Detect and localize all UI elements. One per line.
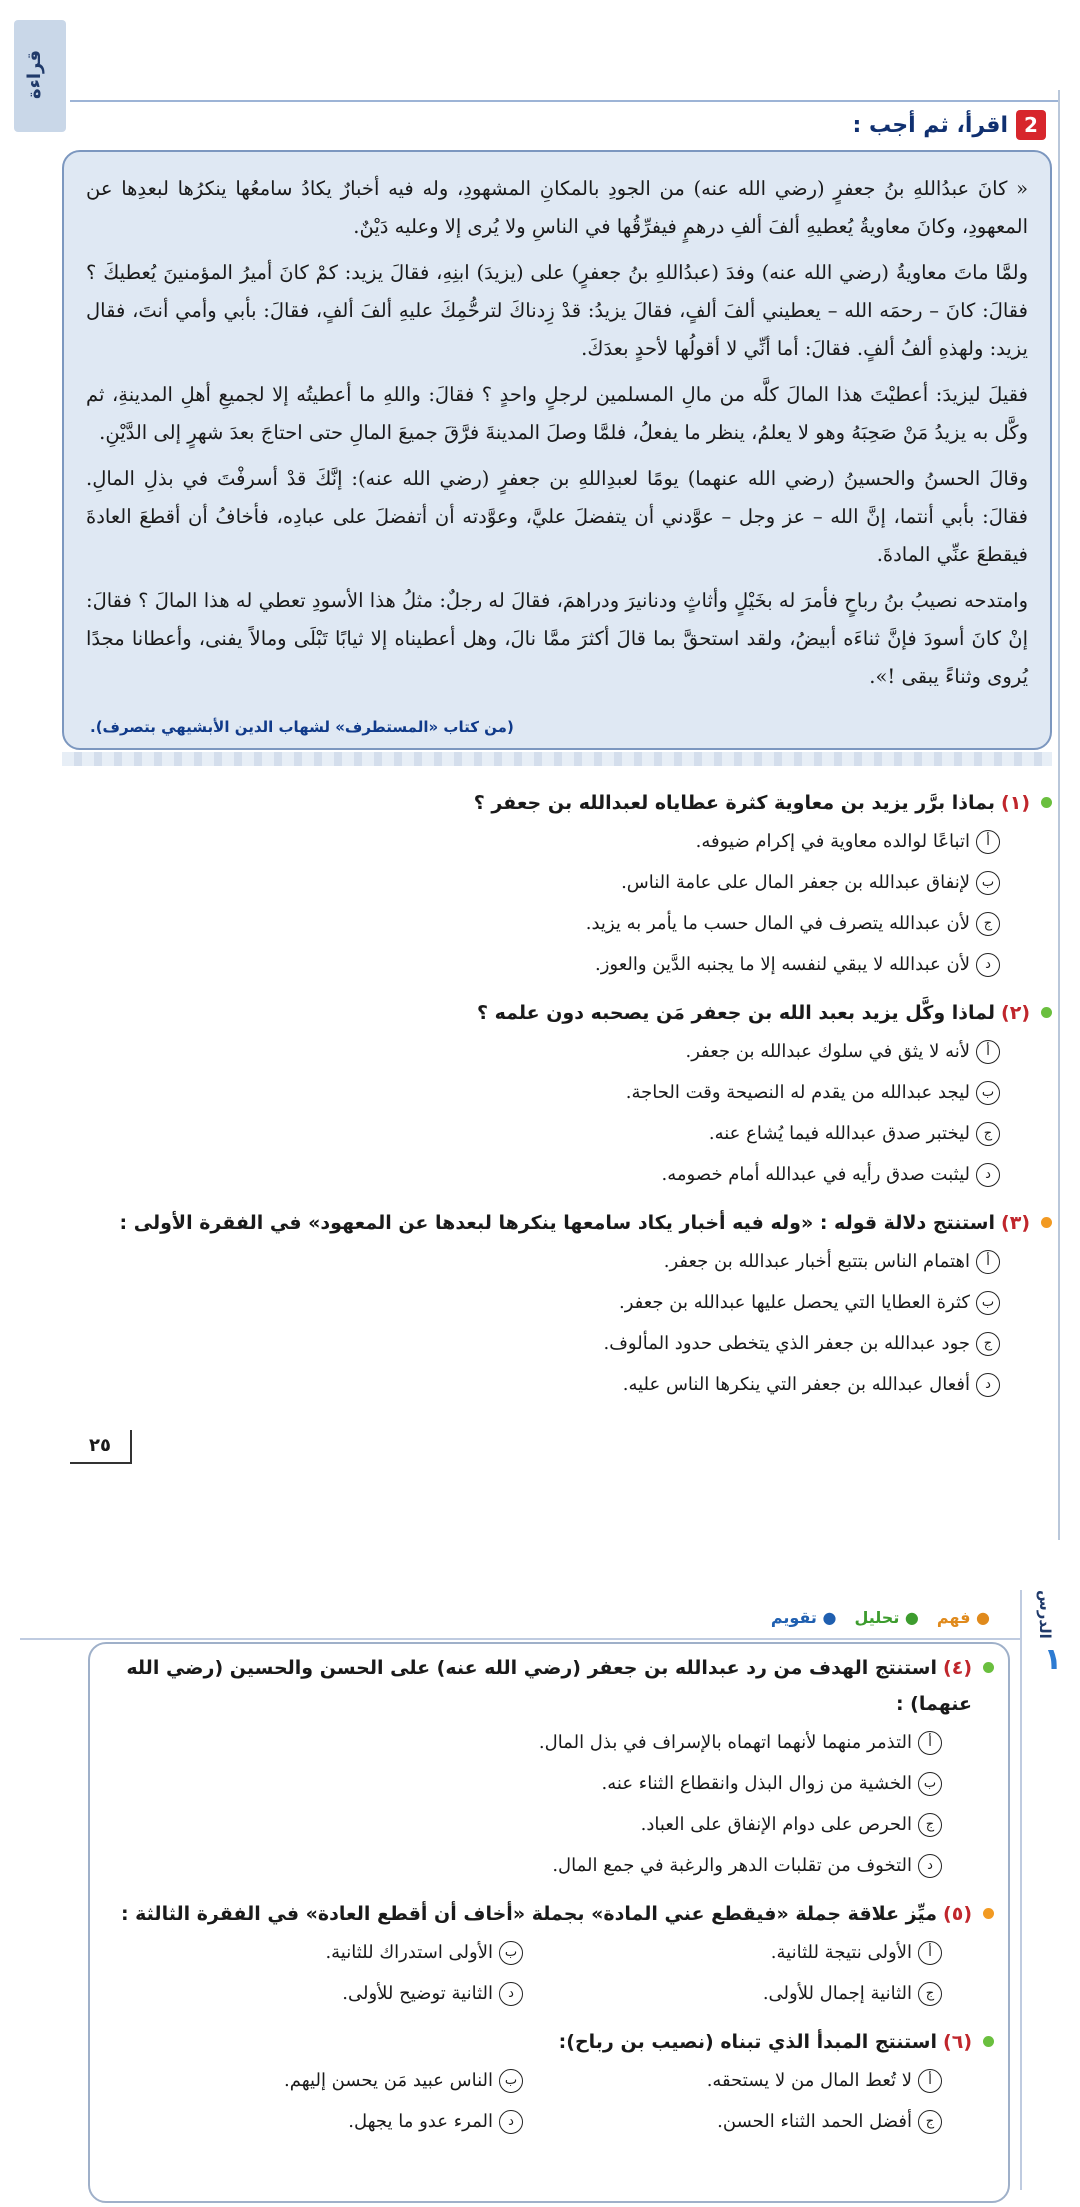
skill-analyze: ● تحليل (854, 1608, 919, 1627)
option-text: الأولى نتيجة للثانية. (770, 1942, 912, 1963)
answer-option[interactable] (104, 2101, 523, 2142)
header-divider (70, 100, 1060, 102)
question-number: (٢) (1001, 1002, 1030, 1024)
question-5 (104, 1896, 994, 2014)
question-text: استنتج الهدف من رد عبدالله بن جعفر (رضي الله عنه) على الحسن والحسين (رضي الله عنهما) : (126, 1657, 972, 1715)
questions-area (62, 785, 1052, 1415)
question-text: استنتج المبدأ الذي تبناه (نصيب بن رباح): (558, 2031, 938, 2053)
option-text: التذمر منهما لأنهما اتهماه بالإسراف في بذل المال. (538, 1732, 912, 1753)
question-1 (62, 785, 1052, 985)
lesson-label: الدرس (1036, 1590, 1054, 1639)
passage-paragraph: فقيلَ ليزيدَ: أعطيْتَ هذا المالَ كلَّه من مالِ المسلمين لرجلٍ واحدٍ ؟ فقالَ: واللهِ ما أعطيتُه إلا لجميعِ أهلِ المدينةِ، ثم وكَّل به يزيدُ مَنْ صَحِبَهُ وهو لا يعلمُ، ينظر ما يفعلُ، فلمَّا وصلَ المدينةَ فرَّقَ جميعَ المالِ حتى احتاجَ بعدَ شهرٍ إلى الدَّيْنِ. (86, 383, 1028, 444)
question-6 (104, 2024, 994, 2142)
option-letter: د (976, 953, 1000, 977)
option-letter: أ (976, 1250, 1000, 1274)
answer-option[interactable] (104, 1804, 942, 1845)
question-text: استنتج دلالة قوله : «وله فيه أخبار يكاد سامعها ينكرها لبعدها عن المعهود» في الفقرة الأولى : (119, 1212, 996, 1234)
option-letter: ج (918, 2110, 942, 2134)
question-text: ميِّز علاقة جملة «فيقطع عني المادة» بجملة «أخاف أن أقطع العادة» في الفقرة الثالثة : (120, 1903, 938, 1925)
option-text: أفعال عبدالله بن جعفر التي ينكرها الناس عليه. (622, 1374, 970, 1395)
passage-paragraph: ولمَّا ماتَ معاويةُ (رضي الله عنه) وفدَ (عبدُاللهِ بنُ جعفرٍ) على (يزيدَ) ابنِهِ، فقالَ يزيد: كمْ كانَ أميرُ المؤمنينَ يُعطيكَ ؟ فقالَ: كانَ – رحمَه الله – يعطيني ألفَ ألفٍ، فقالَ يزيدُ: قدْ زِدناكَ لترحُّمِكَ عليهِ ألفَ ألفٍ، فقالَ: بأبي وأمي أنتَ، فقال يزيد: ولهذهِ ألفُ ألفٍ. فقالَ: أما أنِّي لا أقولُها لأحدٍ بعدَكَ. (86, 261, 1028, 360)
section-title: اقرأ، ثم أجب : (852, 112, 1008, 138)
option-text: الخشية من زوال البذل وانقطاع الثناء عنه. (601, 1773, 912, 1794)
option-letter: ب (918, 1772, 942, 1796)
answer-option[interactable] (62, 1072, 1000, 1113)
option-text: المرء عدو ما يجهل. (348, 2111, 493, 2132)
question-title (62, 995, 1052, 1031)
answer-option[interactable] (62, 1364, 1000, 1405)
option-letter: ج (976, 1122, 1000, 1146)
option-text: الثانية إجمال للأولى. (762, 1983, 912, 2004)
answer-option[interactable] (62, 1113, 1000, 1154)
option-letter: ب (499, 1941, 523, 1965)
option-letter: ب (976, 1081, 1000, 1105)
subject-tab-label: قراءة (24, 50, 45, 99)
question-number: (٦) (943, 2031, 972, 2053)
option-letter: ج (918, 1982, 942, 2006)
question-title (104, 2024, 994, 2060)
option-text: لأن عبدالله لا يبقي لنفسه إلا ما يجنبه الدَّين والعوز. (595, 954, 970, 975)
option-text: لا تُعط المال من لا يستحقه. (706, 2070, 912, 2091)
passage-paragraph: وقالَ الحسنُ والحسينُ (رضي الله عنهما) يومًا لعبدِاللهِ بن جعفرٍ (رضي الله عنه): إنَّكَ قدْ أسرفْتَ في بذلِ المالِ. فقالَ: بأبي أنتما، إنَّ الله – عز وجل – عوَّدني أن يتفضلَ عليَّ، وعوَّدته أن أتفضلَ على عبادِه، فأخافُ أن أقطعَ العادةَ فيقطعَ عنِّي المادةَ. (86, 467, 1028, 566)
option-text: ليثبت صدق رأيه في عبدالله أمام خصومه. (661, 1164, 970, 1185)
page-edge (1058, 90, 1060, 1540)
answer-option[interactable] (104, 1973, 523, 2014)
question-title (62, 785, 1052, 821)
question-number: (١) (1001, 792, 1030, 814)
answer-option[interactable] (104, 2060, 523, 2101)
passage-paragraph: « كانَ عبدُاللهِ بنُ جعفرٍ (رضي الله عنه) من الجودِ بالمكانِ المشهودِ، وله فيه أخبارٌ يكادُ سامعُها ينكرُها لبعدِها عن المعهودِ، وكانَ معاويةُ يُعطيهِ ألفَ ألفِ درهمٍ فيفرِّقُها في الناسِ ولا يُرى إلا وعليه دَيْنٌ. (86, 177, 1028, 238)
option-text: الناس عبيد مَن يحسن إليهم. (284, 2070, 493, 2091)
question-title (104, 1650, 994, 1722)
page-26 (0, 1580, 1080, 2207)
answer-option[interactable] (523, 2101, 942, 2142)
passage-paragraph: وامتدحه نصيبُ بنُ رباحٍ فأمرَ له بخَيْلٍ وأثاثٍ ودنانيرَ ودراهمَ، فقالَ له رجلٌ: مثلُ هذا الأسودِ تعطي له هذا المالَ ؟ فقالَ: إنْ كانَ أسودَ فإنَّ ثناءَه أبيضُ، ولقد استحقَّ بما قالَ أكثرَ ممَّا نالَ، وهل أعطيناه إلا ثيابًا تَبْلَى ومالاً يفنى، وأعطانا مجدًا يُروى وثناءً يبقى !». (86, 589, 1028, 688)
option-letter: أ (976, 830, 1000, 854)
answer-option[interactable] (62, 1031, 1000, 1072)
option-text: جود عبدالله بن جعفر الذي يتخطى حدود المألوف. (603, 1333, 970, 1354)
option-letter: د (976, 1163, 1000, 1187)
torn-edge (62, 752, 1052, 766)
option-letter: أ (976, 1040, 1000, 1064)
option-text: لأنه لا يثق في سلوك عبدالله بن جعفر. (685, 1041, 970, 1062)
option-letter: ج (976, 1332, 1000, 1356)
question-number: (٣) (1001, 1212, 1030, 1234)
option-letter: ج (976, 912, 1000, 936)
option-text: اتباعًا لوالده معاوية في إكرام ضيوفه. (695, 831, 970, 852)
question-title (104, 1896, 994, 1932)
lesson-number: ١ (1043, 1642, 1062, 1677)
question-number: (٥) (943, 1903, 972, 1925)
answer-option[interactable] (62, 1323, 1000, 1364)
option-text: اهتمام الناس بتتبع أخبار عبدالله بن جعفر. (663, 1251, 970, 1272)
option-letter: ج (918, 1813, 942, 1837)
question-4 (104, 1650, 994, 1886)
option-letter: د (499, 1982, 523, 2006)
subject-tab (14, 20, 66, 132)
question-title (62, 1205, 1052, 1241)
skill-evaluate: ● تقويم (770, 1608, 837, 1627)
option-text: الأولى استدراك للثانية. (325, 1942, 493, 1963)
option-text: التخوف من تقلبات الدهر والرغبة في جمع المال. (552, 1855, 912, 1876)
option-letter: ب (976, 1291, 1000, 1315)
option-letter: د (499, 2110, 523, 2134)
option-letter: د (918, 1854, 942, 1878)
passage-source: (من كتاب «المستطرف» لشهاب الدين الأبشيهي بتصرف). (90, 718, 514, 736)
answer-option[interactable] (62, 903, 1000, 944)
option-text: كثرة العطايا التي يحصل عليها عبدالله بن جعفر. (618, 1292, 970, 1313)
answer-option[interactable] (62, 1154, 1000, 1195)
answer-option[interactable] (62, 862, 1000, 903)
question-3 (62, 1205, 1052, 1405)
option-letter: أ (918, 1941, 942, 1965)
reading-passage (62, 150, 1052, 750)
skill-understand: ● فهم (936, 1608, 990, 1627)
option-letter: ب (976, 871, 1000, 895)
skills-legend (771, 1608, 990, 1627)
answer-option[interactable] (104, 1722, 942, 1763)
option-text: ليختبر صدق عبدالله فيما يُشاع عنه. (708, 1123, 970, 1144)
option-letter: أ (918, 2069, 942, 2093)
header-divider (20, 1638, 1020, 1640)
answer-option[interactable] (62, 821, 1000, 862)
answer-option[interactable] (62, 944, 1000, 985)
option-letter: د (976, 1373, 1000, 1397)
answer-option[interactable] (104, 1845, 942, 1886)
answer-option[interactable] (62, 1282, 1000, 1323)
section-header (852, 110, 1046, 140)
lesson-tab (1024, 1590, 1064, 1680)
question-number: (٤) (943, 1657, 972, 1679)
section-number-badge: 2 (1016, 110, 1046, 140)
margin-line (1020, 1590, 1022, 2190)
answer-option[interactable] (523, 2060, 942, 2101)
answer-option[interactable] (104, 1932, 523, 1973)
answer-option[interactable] (523, 1932, 942, 1973)
question-2 (62, 995, 1052, 1195)
answer-option[interactable] (523, 1973, 942, 2014)
question-text: لماذا وكَّل يزيد بعبد الله بن جعفر مَن يصحبه دون علمه ؟ (476, 1002, 996, 1024)
question-text: بماذا برَّر يزيد بن معاوية كثرة عطاياه لعبدالله بن جعفر ؟ (473, 792, 996, 814)
option-text: لأن عبدالله يتصرف في المال حسب ما يأمر به يزيد. (585, 913, 970, 934)
option-text: الثانية توضيح للأولى. (342, 1983, 493, 2004)
option-text: أفضل الحمد الثناء الحسن. (717, 2111, 912, 2132)
option-letter: ب (499, 2069, 523, 2093)
page-number: ٢٥ (70, 1430, 132, 1464)
option-text: ليجد عبدالله من يقدم له النصيحة وقت الحاجة. (625, 1082, 970, 1103)
answer-option[interactable] (62, 1241, 1000, 1282)
questions-box (88, 1642, 1010, 2203)
answer-option[interactable] (104, 1763, 942, 1804)
option-letter: أ (918, 1731, 942, 1755)
option-text: الحرص على دوام الإنفاق على العباد. (640, 1814, 912, 1835)
option-text: لإنفاق عبدالله بن جعفر المال على عامة الناس. (621, 872, 970, 893)
